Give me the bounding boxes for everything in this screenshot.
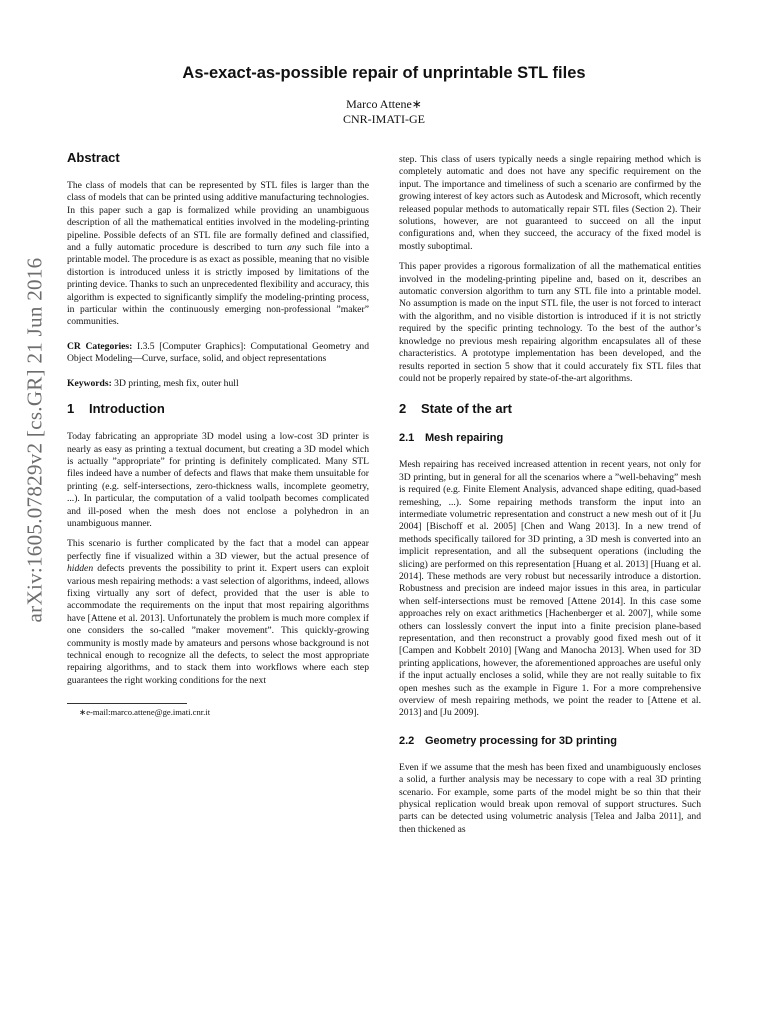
- keywords: Keywords: 3D printing, mesh fix, outer hull: [67, 377, 239, 389]
- arxiv-identifier: arXiv:1605.07829v2 [cs.GR] 21 Jun 2016: [22, 257, 47, 623]
- left-column: [67, 150, 369, 718]
- author-affiliation: CNR-IMATI-GE: [343, 112, 425, 126]
- intro-paragraph-3: This paper provides a rigorous formalization of all the mathematical entities involved in the modeling-printing pipeline and, based on it, describes an automatic conversion algorithm to turn any STL file into a printable model. No assumption is made on the input STL file, the user is not forced to interact with the algorithm, and no visible distortion is introduced if it is not strictly required by the specific printing technology. To the best of the author’s knowledge no previous mesh repairing algorithm encapsulates all of these characteristics. A prototype implementation has been developed, and the results reported in section 5 show that it could accurately fix STL files that could not be properly repaired by state-of-the-art algorithms.: [399, 261, 701, 384]
- author-block: [0, 97, 768, 127]
- right-column: [399, 154, 701, 836]
- intro-paragraph-1: Today fabricating an appropriate 3D model using a low-cost 3D printer is nearly as easy as printing a textual document, but creating a 3D model which is actually ”appropriate” for printing is definitely complicated. Many STL files indeed have a number of defects and flaws that make them unsuitable for printing (e.g. self-intersections, zero-thickness walls, incomplete geometry, ...). In particular, the computation of a valid toolpath becomes complicated and ill-posed when the mesh does not enclose a polyhedron in an unambiguous manner.: [67, 431, 369, 529]
- cr-categories: CR Categories: I.3.5 [Computer Graphics]: Computational Geometry and Object Modeling—Curve, surface, solid, and object representations: [67, 340, 369, 365]
- section-2-heading: 2 State of the art: [399, 401, 513, 417]
- footnote-email: ∗e-mail:marco.attene@ge.imati.cnr.it: [79, 707, 211, 718]
- paper-title: As-exact-as-possible repair of unprintable STL files: [182, 64, 586, 82]
- subsection-2-2-heading: 2.2 Geometry processing for 3D printing: [399, 734, 617, 747]
- abstract-heading: Abstract: [67, 150, 120, 165]
- abstract-text: The class of models that can be represented by STL files is larger than the class of models that can be printed using additive manufacturing technologies. In this paper such a gap is formalized while providing an unambiguous description of all the mathematical entities involved in the modeling-printing pipeline. Possible defects of an STL file are formally defined and classified, and a fully automatic procedure is described to turn any such file into a printable model. The procedure is as exact as possible, meaning that no visible distortion is introduced unless it is strictly imposed by limitations of the printing device. Thanks to such an unprecedented flexibility and accuracy, this algorithm is expected to significantly simplify the modeling-printing process, in particular within the continuously emerging non-professional ”maker” communities.: [67, 180, 369, 328]
- intro-paragraph-2: This scenario is further complicated by the fact that a model can appear perfectly fine if visualized within a 3D viewer, but the actual presence of hidden defects prevents the possibility to print it. Expert users can exploit various mesh repairing methods: a vast selection of algorithms, indeed, allows fixing virtually any sort of defect, provided that the user is able to accommodate the requirements on the input that most repairing algorithms have [Attene et al. 2013]. Unfortunately the problem is much more complex if one considers the so-called ”maker movement”. This quickly-growing community is mostly made by amateurs and persons whose background is not technical enough to recognize all the defects, to select the most appropriate repairing algorithms, and to stack them into workflows where each step guarantees the right working conditions for the next: [67, 538, 369, 686]
- geometry-processing-text: Even if we assume that the mesh has been fixed and unambiguously encloses a solid, a further analysis may be necessary to cope with a real 3D printing scenario. For example, some parts of the model might be so thin that their physical replication would break upon removal of support structures. Such parts can be detected using volumetric analysis [Telea and Jalba 2011], and then thickened as: [399, 761, 701, 835]
- footnote-rule: [67, 703, 187, 704]
- author-name: Marco Attene∗: [346, 97, 422, 111]
- arxiv-sideband: [20, 175, 50, 705]
- intro-continuation: step. This class of users typically needs a single repairing method which is completely automatic and does not have any specific requirement on the input. The importance and timeliness of such a scenario are confirmed by the growing interest of key actors such as Autodesk and Microsoft, which recently released popular methods to automatically repair STL files (Section 2). Their solutions, however, are not guaranteed to succeed on all the input configurations and, when they succeed, the accuracy of the fixed model is mostly suboptimal.: [399, 154, 701, 252]
- section-1-heading: 1 Introduction: [67, 401, 165, 417]
- subsection-2-1-heading: 2.1 Mesh repairing: [399, 432, 504, 445]
- mesh-repairing-text: Mesh repairing has received increased attention in recent years, not only for 3D printing, but in general for all the scenarios where a ”well-behaving” mesh is required (e.g. Finite Element Analysis, advanced shape editing, quad-based remeshing, ...). Some repairing methods transform the input into an intermediate volumetric representation and construct a new mesh out of it [Ju 2004] [Bischoff et al. 2005] [Chen and Wang 2013]. In a new trend of methods specifically tailored for 3D printing, a 3D mesh is converted into an implicit representation, and all the subsequent operations (including the slicing) are performed on this representation [Huang et al. 2013] [Huang et al. 2014]. These methods are very robust but necessarily introduce a distortion. Robustness and precision are indeed major issues in this area, in particular when self-intersections must be removed [Attene 2014]. In this case some approaches rely on exact arithmetics [Hachenberger et al. 2007], while some others can losslessly convert the input into a finite precision plane-based representation, and then reconstruct a provably good fixed mesh out of it [Campen and Kobbelt 2010] [Wang and Manocha 2013]. When used for 3D printing applications, however, the aforementioned approaches are useful only if the input actually encloses a solid, while they are not really suitable to fix open meshes such as the example in Figure 1. For a more comprehensive overview of mesh repairing methods, we point the reader to [Attene et al. 2013] and [Ju 2009].: [399, 459, 701, 719]
